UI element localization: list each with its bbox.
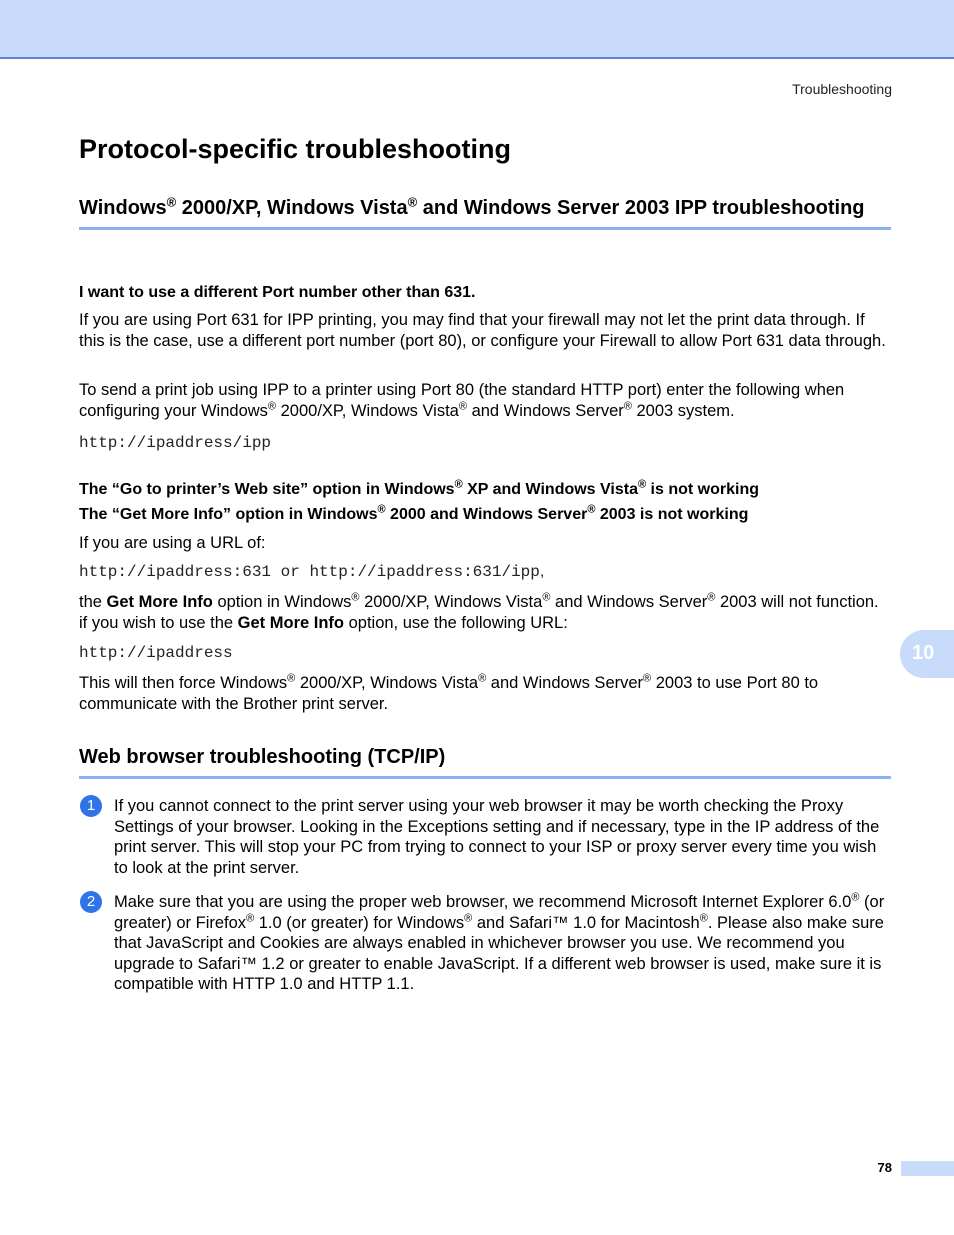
- text-run: This will then force Windows: [79, 674, 288, 692]
- registered-mark: ®: [643, 672, 652, 685]
- registered-mark: ®: [267, 400, 277, 412]
- section-heading-ipp: [79, 196, 891, 230]
- text-run: is not working: [646, 481, 759, 498]
- heading-text: 2000/XP, Windows Vista: [176, 197, 408, 219]
- text-run: 2000/XP, Windows Vista: [295, 674, 479, 692]
- text-run: Make sure that you are using the proper web browser, we recommend Microsoft Internet Explorer 6.0: [114, 893, 852, 911]
- ui-term: Get More Info: [106, 593, 213, 611]
- footer-bar: [901, 1161, 954, 1176]
- text-run: the: [79, 593, 107, 611]
- text-run: 2000/XP, Windows Vista: [359, 593, 543, 611]
- text-run: 2003 to use Port 80 to communicate with the Brother print server.: [79, 674, 819, 713]
- step-text-1: If you cannot connect to the print server using your web browser it may be worth checking the Proxy Settings of your browser. Looking in the Exceptions setting and if necessary, type in the IP address of the print server. This will stop your PC from trying to connect to your ISP or proxy server every time you wish to look at the print server.: [114, 797, 880, 877]
- top-header-band: [0, 0, 954, 59]
- heading-text: Windows: [79, 197, 167, 219]
- registered-mark: ®: [246, 912, 255, 924]
- page-title: Protocol-specific troubleshooting: [79, 134, 512, 164]
- text-run: The “Go to printer’s Web site” option in Windows: [79, 481, 455, 498]
- text-run: and Safari™ 1.0 for Macintosh: [472, 913, 700, 932]
- registered-mark: ®: [351, 591, 360, 604]
- code-suffix: ,: [539, 563, 545, 580]
- text-run: 2003 system.: [631, 401, 735, 420]
- chapter-number: 10: [912, 642, 935, 664]
- registered-mark: ®: [542, 591, 551, 604]
- question-heading-web-site: [79, 479, 891, 501]
- heading-text: and Windows Server 2003 IPP troubleshooting: [417, 197, 865, 219]
- text-run: and Windows Server: [486, 674, 644, 692]
- step-text-2: [114, 892, 892, 995]
- registered-mark: ®: [587, 503, 596, 516]
- text-run: option in Windows: [212, 593, 352, 611]
- ui-term: Get More Info: [237, 613, 345, 632]
- code-url-ipp: http://ipaddress/ipp: [79, 434, 272, 452]
- registered-mark: ®: [454, 478, 463, 491]
- registered-mark: ®: [707, 591, 716, 604]
- chapter-tab: [900, 630, 954, 678]
- text-run: 1.0 (or greater) for Windows: [254, 913, 465, 932]
- registered-mark: ®: [166, 194, 177, 210]
- text-run: option, use the following URL:: [344, 613, 568, 632]
- registered-mark: ®: [478, 672, 487, 685]
- registered-mark: ®: [287, 672, 296, 685]
- registered-mark: ®: [623, 400, 632, 412]
- registered-mark: ®: [699, 912, 708, 924]
- code-text: http://ipaddress:631 or http://ipaddress:631/ipp: [79, 563, 540, 581]
- step-number-1: 1: [80, 795, 102, 817]
- registered-mark: ®: [637, 478, 647, 491]
- registered-mark: ®: [464, 912, 473, 924]
- page-number: 78: [877, 1160, 892, 1175]
- text-run: 2000 and Windows Server: [385, 506, 588, 523]
- question-heading-more-info: [79, 504, 891, 526]
- registered-mark: ®: [407, 194, 418, 210]
- question-heading-port: I want to use a different Port number other than 631.: [79, 284, 476, 301]
- text-run: 2003 will not function. if you wish to use the: [79, 593, 879, 632]
- paragraph-url-intro: If you are using a URL of:: [79, 534, 266, 552]
- text-run: 2000/XP, Windows Vista: [276, 401, 459, 420]
- section-heading-web-browser: Web browser troubleshooting (TCP/IP): [79, 745, 891, 779]
- text-run: To send a print job using IPP to a printer using Port 80 (the standard HTTP port) enter the following when configuring your Windows: [79, 381, 845, 420]
- code-url-631: [79, 563, 544, 581]
- step-number-2: 2: [80, 891, 102, 913]
- text-run: 2003 is not working: [595, 506, 749, 523]
- text-run: The “Get More Info” option in Windows: [79, 506, 378, 523]
- text-run: XP and Windows Vista: [462, 481, 638, 498]
- paragraph-firewall: If you are using Port 631 for IPP printing, you may find that your firewall may not let the print data through. If this is the case, use a different port number (port 80), or configure your Firewall to allow Port 631 data through.: [79, 311, 886, 350]
- registered-mark: ®: [377, 503, 386, 516]
- running-header: Troubleshooting: [792, 81, 892, 97]
- text-run: and Windows Server: [466, 401, 624, 420]
- paragraph-force-port80: [79, 673, 891, 714]
- text-run: and Windows Server: [550, 593, 708, 611]
- code-url-plain: http://ipaddress: [79, 644, 233, 662]
- text-run: . Please also make sure that JavaScript and Cookies are always enabled in whichever browser you use. We recommend you upgrade to Safari™ 1.2 or greater to enable JavaScript. If a different web browser is used, make sure it is compatible with HTTP 1.0 and HTTP 1.1.: [114, 913, 884, 993]
- paragraph-port80: [79, 380, 891, 421]
- text-run: (or greater) or Firefox: [114, 893, 885, 932]
- registered-mark: ®: [851, 891, 860, 904]
- paragraph-get-more-info: [79, 592, 891, 633]
- registered-mark: ®: [458, 400, 467, 412]
